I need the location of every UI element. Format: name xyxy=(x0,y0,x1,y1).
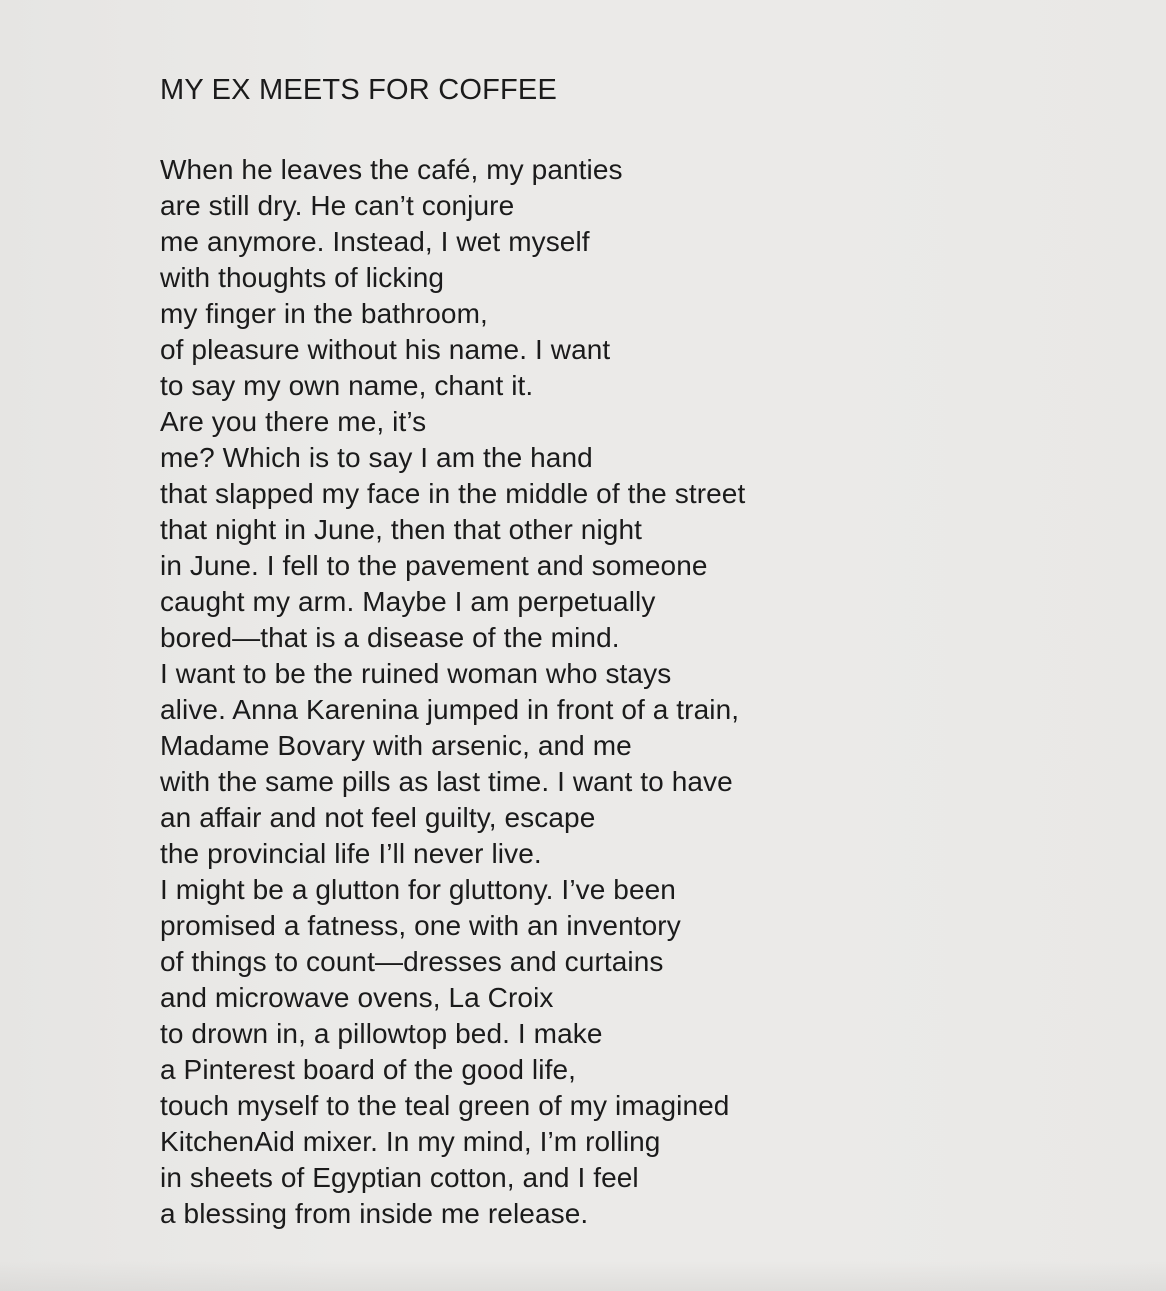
poem-line: that night in June, then that other night xyxy=(160,514,642,545)
poem-line: alive. Anna Karenina jumped in front of a train, xyxy=(160,694,740,725)
poem-title: MY EX MEETS FOR COFFEE xyxy=(160,74,558,106)
poem-line: of pleasure without his name. I want xyxy=(160,334,611,365)
poem-line: touch myself to the teal green of my imagined xyxy=(160,1090,730,1121)
page-bottom-shadow xyxy=(0,1261,1166,1291)
poem-line: I want to be the ruined woman who stays xyxy=(160,658,672,689)
poem-line: in June. I fell to the pavement and someone xyxy=(160,550,708,581)
poem-line: that slapped my face in the middle of the street xyxy=(160,478,746,509)
poem-line: Are you there me, it’s xyxy=(160,406,427,437)
poem-line: of things to count—dresses and curtains xyxy=(160,946,664,977)
poem-line: me anymore. Instead, I wet myself xyxy=(160,226,590,257)
poem-line: my finger in the bathroom, xyxy=(160,298,488,329)
poem-line: KitchenAid mixer. In my mind, I’m rolling xyxy=(160,1126,661,1157)
poem-body xyxy=(160,152,745,1232)
poem-line: to drown in, a pillowtop bed. I make xyxy=(160,1018,603,1049)
poem-line: with the same pills as last time. I want to have xyxy=(160,766,733,797)
poem-line: an affair and not feel guilty, escape xyxy=(160,802,596,833)
poem-line: promised a fatness, one with an inventory xyxy=(160,910,681,941)
poem-line: in sheets of Egyptian cotton, and I feel xyxy=(160,1162,639,1193)
poem-line: When he leaves the café, my panties xyxy=(160,154,623,185)
poem-line: a Pinterest board of the good life, xyxy=(160,1054,576,1085)
poem-line: the provincial life I’ll never live. xyxy=(160,838,542,869)
poem-line: caught my arm. Maybe I am perpetually xyxy=(160,586,656,617)
poem-line: I might be a glutton for gluttony. I’ve been xyxy=(160,874,676,905)
poem-line: me? Which is to say I am the hand xyxy=(160,442,593,473)
poem-line: bored—that is a disease of the mind. xyxy=(160,622,620,653)
poem-line: Madame Bovary with arsenic, and me xyxy=(160,730,632,761)
poem-line: are still dry. He can’t conjure xyxy=(160,190,515,221)
poem-line: and microwave ovens, La Croix xyxy=(160,982,554,1013)
poem-line: with thoughts of licking xyxy=(160,262,445,293)
poem-line: to say my own name, chant it. xyxy=(160,370,534,401)
poem-line: a blessing from inside me release. xyxy=(160,1198,589,1229)
